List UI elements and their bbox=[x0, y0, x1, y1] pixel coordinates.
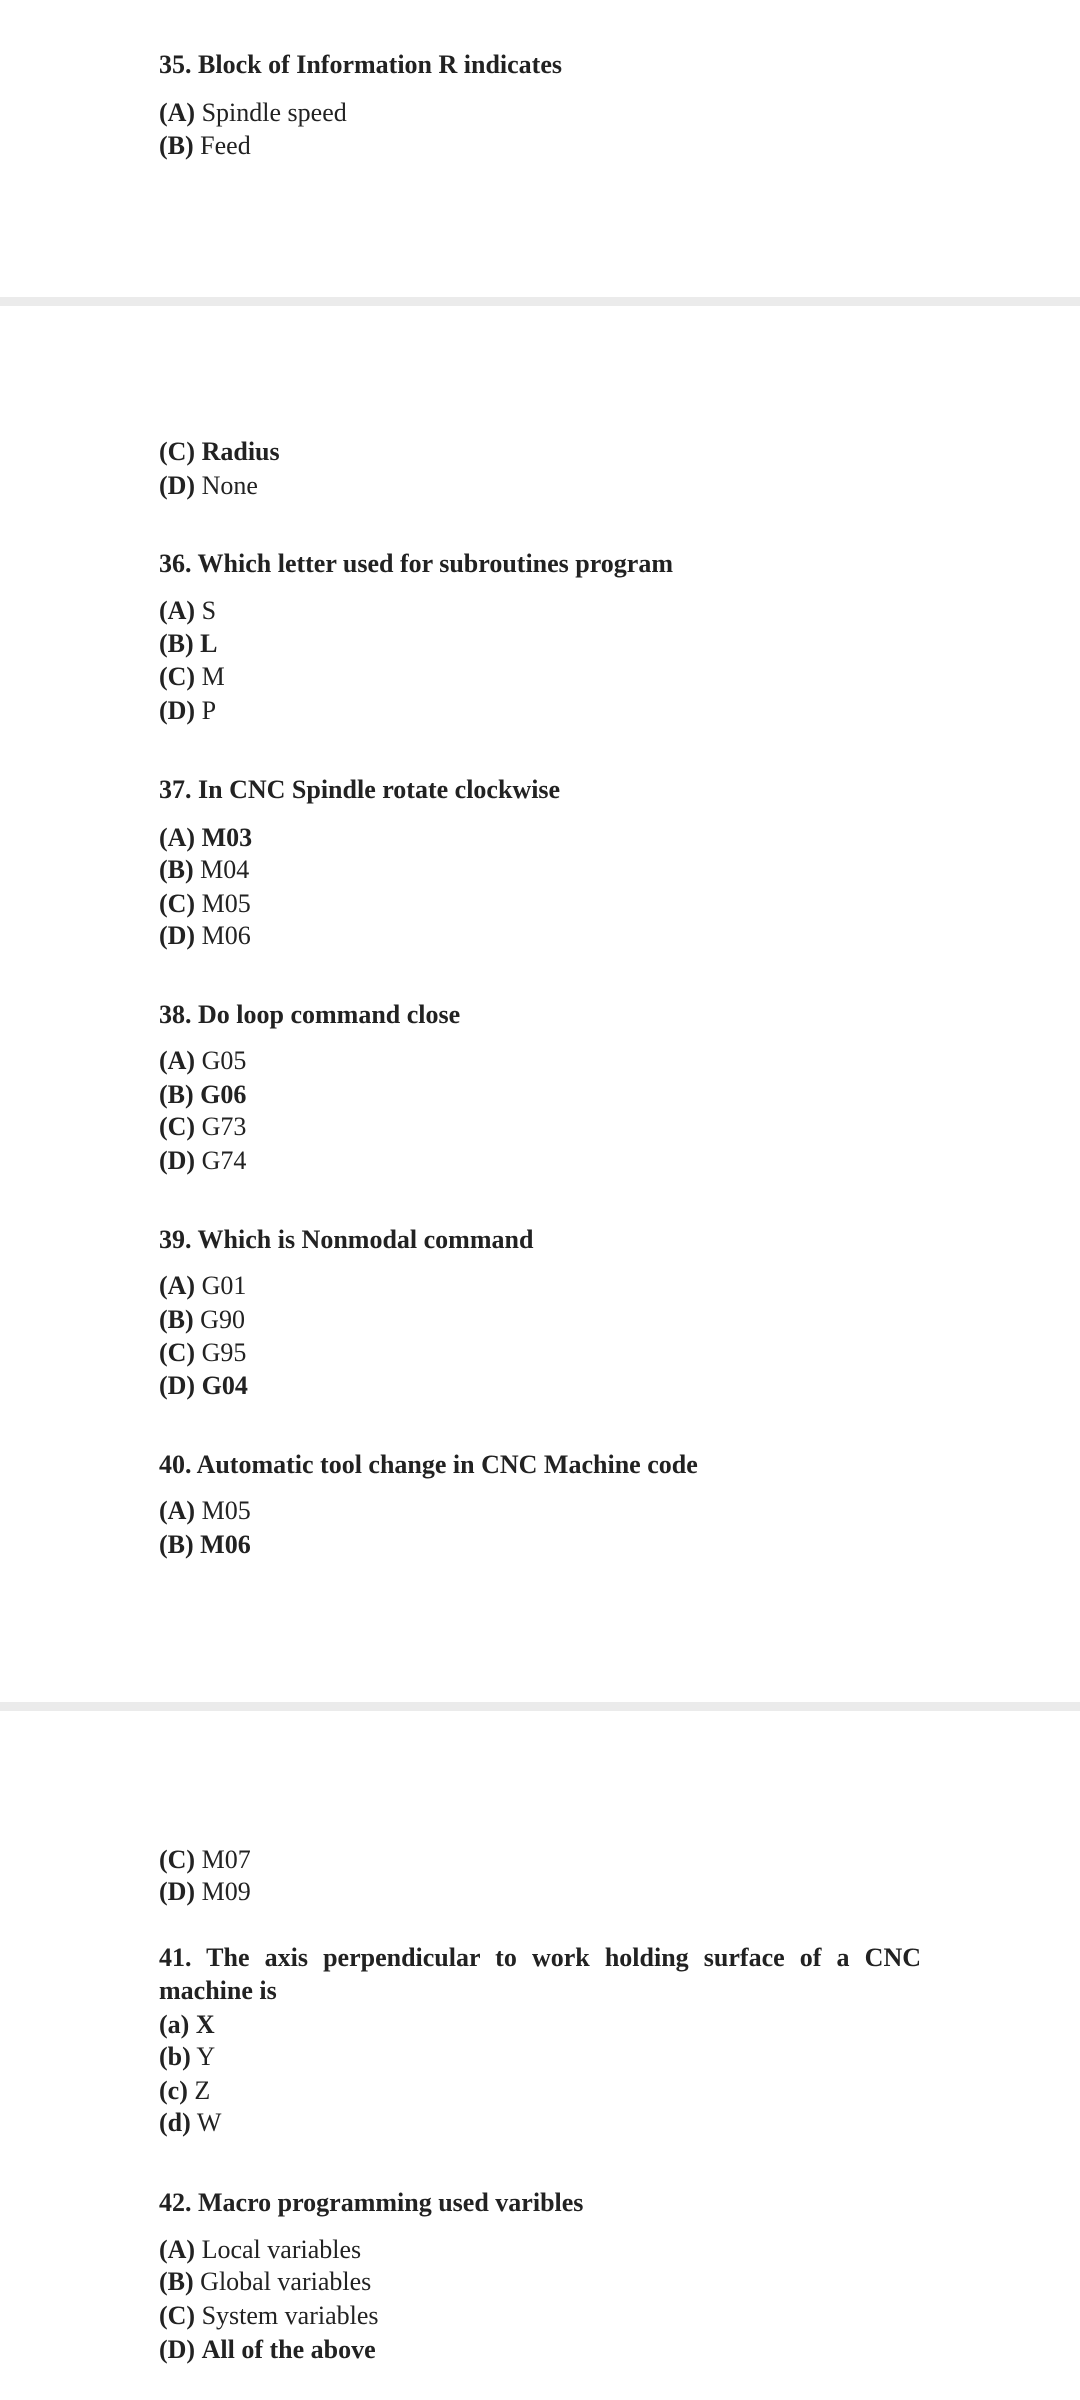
option-text: All of the above bbox=[201, 2335, 376, 2364]
option-text: W bbox=[196, 2108, 222, 2137]
question-title: 39. Which is Nonmodal command bbox=[159, 1225, 534, 1254]
option-label: (a) bbox=[159, 2010, 190, 2039]
option-label: (b) bbox=[159, 2042, 191, 2071]
option-text: M06 bbox=[201, 921, 251, 950]
answer-option bbox=[159, 1144, 246, 1177]
option-text: L bbox=[200, 629, 218, 658]
option-label: (C) bbox=[159, 2301, 196, 2330]
answer-option bbox=[159, 821, 252, 854]
option-text: P bbox=[201, 696, 217, 725]
option-label: (A) bbox=[159, 1046, 196, 1075]
question-title: 36. Which letter used for subroutines program bbox=[159, 549, 674, 578]
option-label: (D) bbox=[159, 1371, 196, 1400]
answer-option bbox=[159, 594, 216, 627]
option-text: None bbox=[201, 471, 258, 500]
answer-option bbox=[159, 1494, 251, 1527]
answer-option bbox=[159, 660, 225, 693]
option-text: Feed bbox=[200, 131, 251, 160]
option-label: (C) bbox=[159, 889, 196, 918]
option-text: Radius bbox=[201, 437, 280, 466]
option-label: (A) bbox=[159, 98, 196, 127]
option-text: G95 bbox=[201, 1338, 247, 1367]
option-text: G01 bbox=[201, 1271, 247, 1300]
option-label: (B) bbox=[159, 1080, 194, 1109]
option-text: G04 bbox=[201, 1371, 248, 1400]
option-text: G06 bbox=[200, 1080, 247, 1109]
option-label: (A) bbox=[159, 823, 196, 852]
option-text: Z bbox=[194, 2076, 211, 2105]
answer-option bbox=[159, 2040, 215, 2073]
option-label: (B) bbox=[159, 131, 194, 160]
answer-option bbox=[159, 1269, 246, 1302]
previous-page-fragment bbox=[159, 0, 189, 2]
answer-option bbox=[159, 1078, 246, 1111]
option-label: (B) bbox=[159, 629, 194, 658]
option-label: (A) bbox=[159, 1496, 196, 1525]
option-text: M05 bbox=[201, 889, 251, 918]
option-text: X bbox=[195, 2010, 215, 2039]
answer-option bbox=[159, 435, 280, 468]
option-label: (B) bbox=[159, 855, 194, 884]
page-divider bbox=[0, 297, 1080, 306]
question-title: 42. Macro programming used varibles bbox=[159, 2188, 584, 2217]
option-label: (A) bbox=[159, 596, 196, 625]
option-label: (C) bbox=[159, 1338, 196, 1367]
option-label: (A) bbox=[159, 2235, 196, 2264]
answer-option bbox=[159, 129, 251, 162]
answer-option bbox=[159, 2106, 221, 2139]
answer-option bbox=[159, 2233, 361, 2266]
question-title: 40. Automatic tool change in CNC Machine code bbox=[159, 1450, 698, 1479]
page-divider bbox=[0, 1702, 1080, 1711]
option-label: (C) bbox=[159, 1112, 196, 1141]
answer-option bbox=[159, 96, 347, 129]
option-text: Spindle speed bbox=[201, 98, 347, 127]
answer-option bbox=[159, 2008, 215, 2041]
option-text: M09 bbox=[201, 1877, 251, 1906]
answer-option bbox=[159, 1303, 245, 1336]
answer-option bbox=[159, 2074, 210, 2107]
option-text: System variables bbox=[201, 2301, 379, 2330]
option-text: M bbox=[201, 662, 225, 691]
answer-option bbox=[159, 2299, 379, 2332]
option-text: M06 bbox=[200, 1530, 251, 1559]
option-text: M07 bbox=[201, 1845, 251, 1874]
option-label: (B) bbox=[159, 2267, 194, 2296]
question-title: 38. Do loop command close bbox=[159, 1000, 461, 1029]
option-label: (B) bbox=[159, 1305, 194, 1334]
option-label: (D) bbox=[159, 1877, 196, 1906]
answer-option bbox=[159, 2333, 376, 2366]
answer-option bbox=[159, 1875, 251, 1908]
option-text: Local variables bbox=[201, 2235, 362, 2264]
option-text: G05 bbox=[201, 1046, 247, 1075]
answer-option bbox=[159, 919, 251, 952]
answer-option bbox=[159, 1336, 246, 1369]
answer-option bbox=[159, 853, 249, 886]
option-label: (D) bbox=[159, 2335, 196, 2364]
answer-option bbox=[159, 1528, 251, 1561]
option-label: (A) bbox=[159, 1271, 196, 1300]
answer-option bbox=[159, 2265, 371, 2298]
question-title: 41. The axis perpendicular to work holding surface of a CNC machine is bbox=[159, 1943, 921, 2005]
option-label: (D) bbox=[159, 471, 196, 500]
option-text: M04 bbox=[200, 855, 250, 884]
answer-option bbox=[159, 1843, 251, 1876]
question-title: 37. In CNC Spindle rotate clockwise bbox=[159, 775, 561, 804]
option-label: (D) bbox=[159, 696, 196, 725]
option-label: (C) bbox=[159, 1845, 196, 1874]
option-label: (c) bbox=[159, 2076, 188, 2105]
option-text: Global variables bbox=[200, 2267, 372, 2296]
option-text: G90 bbox=[200, 1305, 245, 1334]
answer-option bbox=[159, 469, 258, 502]
answer-option bbox=[159, 1044, 246, 1077]
answer-option bbox=[159, 1110, 246, 1143]
option-text: M05 bbox=[201, 1496, 251, 1525]
option-label: (B) bbox=[159, 1530, 194, 1559]
option-label: (D) bbox=[159, 921, 196, 950]
answer-option bbox=[159, 1369, 248, 1402]
option-label: (C) bbox=[159, 662, 196, 691]
answer-option bbox=[159, 627, 218, 660]
answer-option bbox=[159, 694, 216, 727]
option-label: (d) bbox=[159, 2108, 191, 2137]
question-title: 35. Block of Information R indicates bbox=[159, 50, 562, 79]
option-label: (D) bbox=[159, 1146, 196, 1175]
option-text: M03 bbox=[201, 823, 253, 852]
option-text: Y bbox=[196, 2042, 216, 2071]
option-label: (C) bbox=[159, 437, 196, 466]
option-text: G73 bbox=[201, 1112, 247, 1141]
option-text: G74 bbox=[201, 1146, 247, 1175]
option-text: S bbox=[201, 596, 217, 625]
answer-option bbox=[159, 887, 251, 920]
